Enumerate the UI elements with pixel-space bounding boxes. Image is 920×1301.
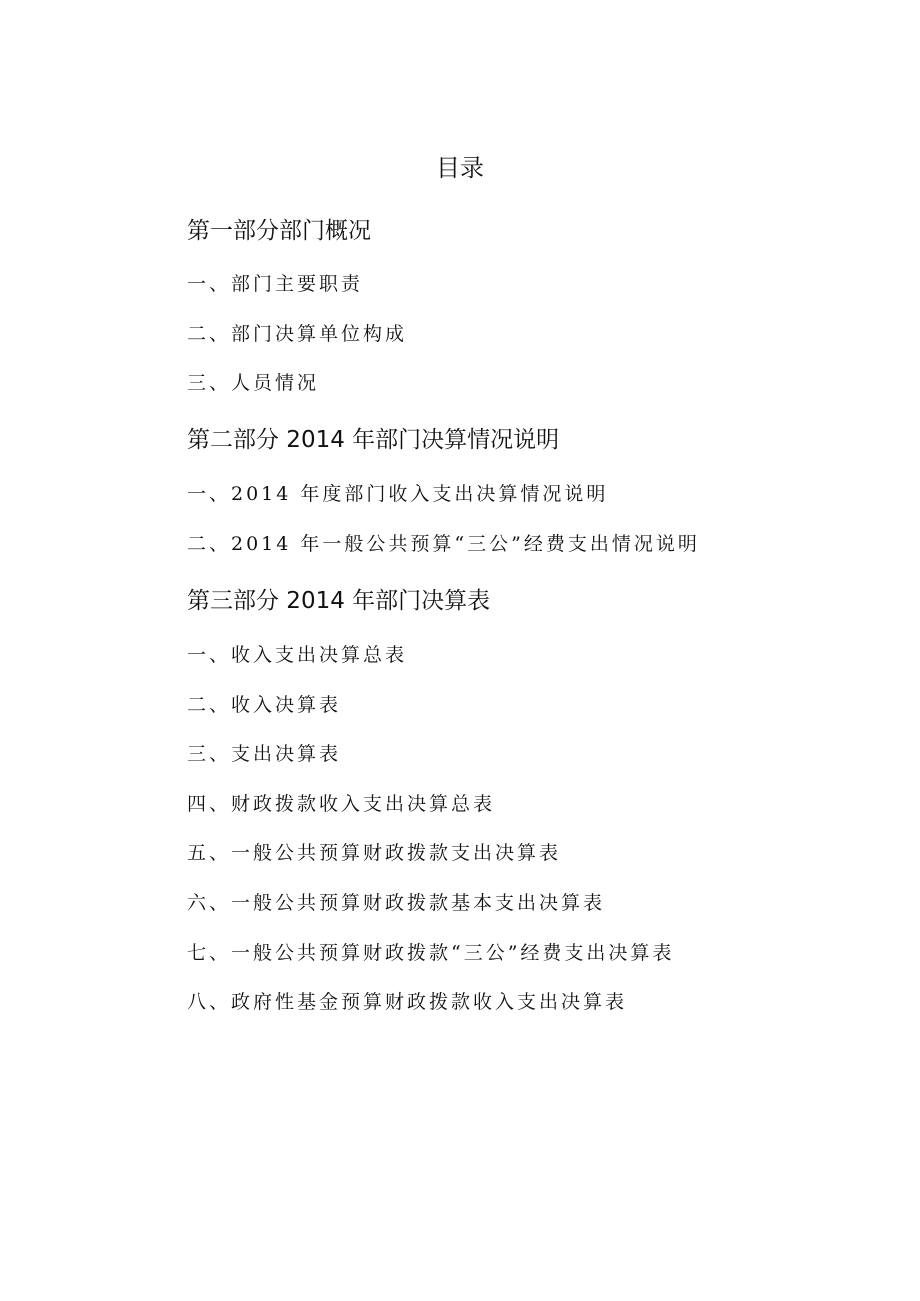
toc-item: 三、人员情况 — [187, 372, 320, 394]
toc-item: 一、收入支出决算总表 — [187, 644, 408, 666]
toc-item: 一、2014 年度部门收入支出决算情况说明 — [187, 483, 609, 505]
toc-item: 二、部门决算单位构成 — [187, 323, 408, 345]
toc-item: 六、一般公共预算财政拨款基本支出决算表 — [187, 892, 606, 914]
part-heading-1: 第一部分部门概况 — [187, 218, 371, 244]
part-heading-3: 第三部分 2014 年部门决算表 — [187, 588, 491, 614]
toc-item: 四、财政拨款收入支出决算总表 — [187, 793, 496, 815]
part-heading-2: 第二部分 2014 年部门决算情况说明 — [187, 427, 560, 453]
toc-item: 三、支出决算表 — [187, 743, 342, 765]
page-title: 目录 — [436, 154, 484, 182]
toc-item: 五、一般公共预算财政拨款支出决算表 — [187, 842, 562, 864]
toc-item: 一、部门主要职责 — [187, 273, 364, 295]
toc-item: 二、收入决算表 — [187, 694, 342, 716]
toc-item: 八、政府性基金预算财政拨款收入支出决算表 — [187, 991, 628, 1013]
toc-item: 七、一般公共预算财政拨款“三公”经费支出决算表 — [187, 942, 675, 964]
toc-item: 二、2014 年一般公共预算“三公”经费支出情况说明 — [187, 533, 700, 555]
